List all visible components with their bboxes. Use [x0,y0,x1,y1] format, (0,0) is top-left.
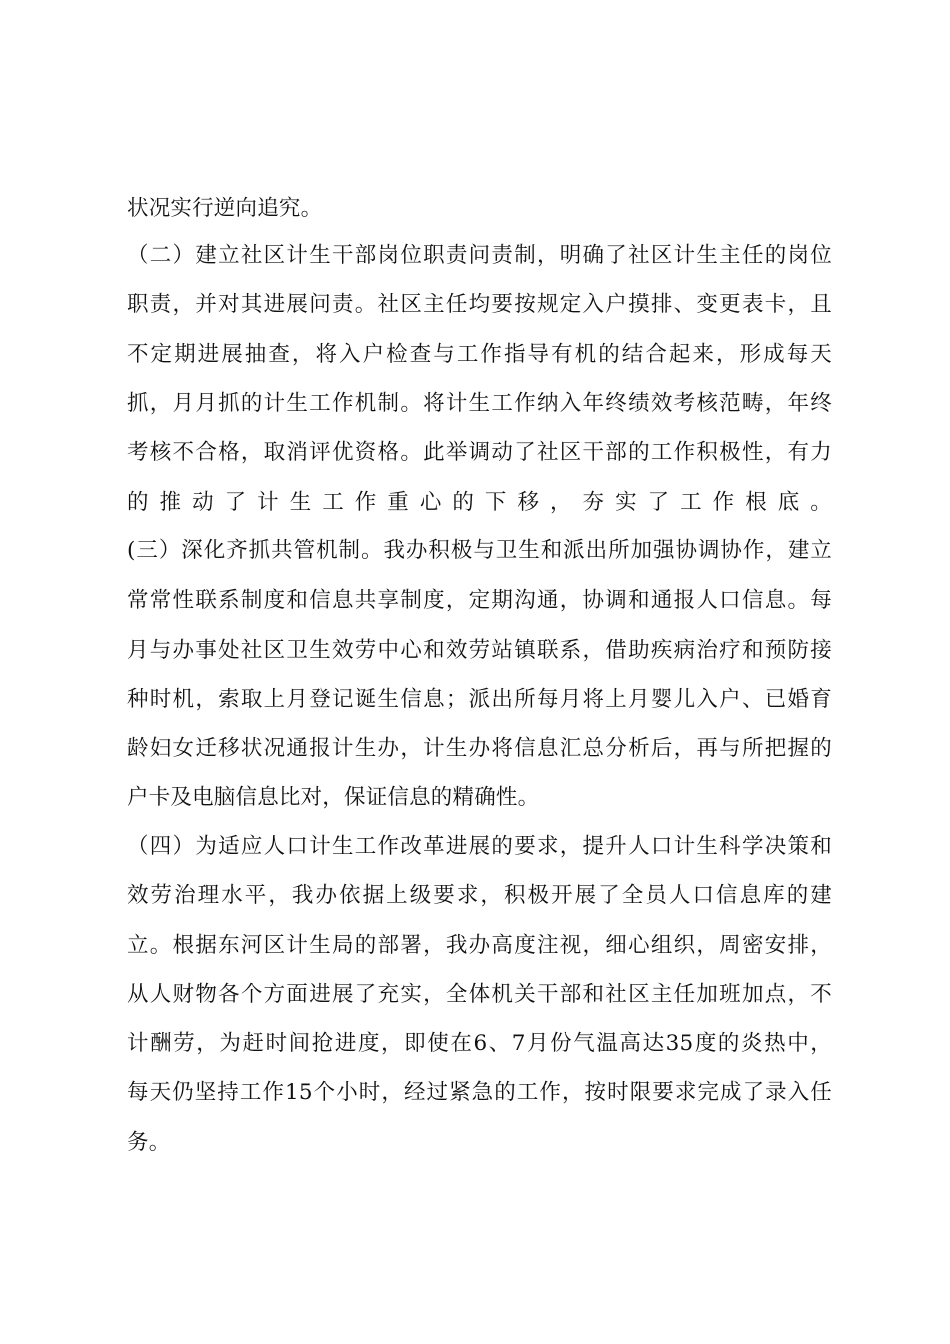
text-line: 计酬劳，为赶时间抢进度，即使在6、7月份气温高达35度的炎热中， [127,1031,832,1056]
text-line: 每天仍坚持工作15个小时，经过紧急的工作，按时限要求完成了录入任 [127,1080,832,1105]
text-line: 抓，月月抓的计生工作机制。将计生工作纳入年终绩效考核范畴，年终 [127,391,832,416]
text-line: 效劳治理水平，我办依据上级要求，积极开展了全员人口信息库的建 [127,883,832,908]
text-line: 务。 [127,1130,171,1155]
text-line: 从人财物各个方面进展了充实，全体机关干部和社区主任加班加点，不 [127,982,832,1007]
text-line: 考核不合格，取消评优资格。此举调动了社区干部的工作积极性，有力 [127,440,832,465]
text-line: 职责，并对其进展问责。社区主任均要按规定入户摸排、变更表卡，且 [127,292,832,317]
text-line: 的推动了计生工作重心的下移，夯实了工作根底。 [127,490,832,515]
text-line: 立。根据东河区计生局的部署，我办高度注视，细心组织，周密安排， [127,933,832,958]
text-line: 月与办事处社区卫生效劳中心和效劳站镇联系，借助疾病治疗和预防接 [127,638,832,663]
text-line: 常常性联系制度和信息共享制度，定期沟通，协调和通报人口信息。每 [127,588,832,613]
text-line: 种时机，索取上月登记诞生信息；派出所每月将上月婴儿入户、已婚育 [127,687,832,712]
text-line: 不定期进展抽查，将入户检查与工作指导有机的结合起来，形成每天 [127,342,832,367]
text-line: 户卡及电脑信息比对，保证信息的精确性。 [127,785,540,810]
text-line: （二）建立社区计生干部岗位职责问责制，明确了社区计生主任的岗位 [127,243,832,268]
text-line: (三）深化齐抓共管机制。我办积极与卫生和派出所加强协调协作，建立 [127,538,832,563]
text-line: 龄妇女迁移状况通报计生办，计生办将信息汇总分析后，再与所把握的 [127,736,832,761]
text-line: 状况实行逆向追究。 [127,196,323,221]
text-line: （四）为适应人口计生工作改革进展的要求，提升人口计生科学决策和 [127,834,832,859]
